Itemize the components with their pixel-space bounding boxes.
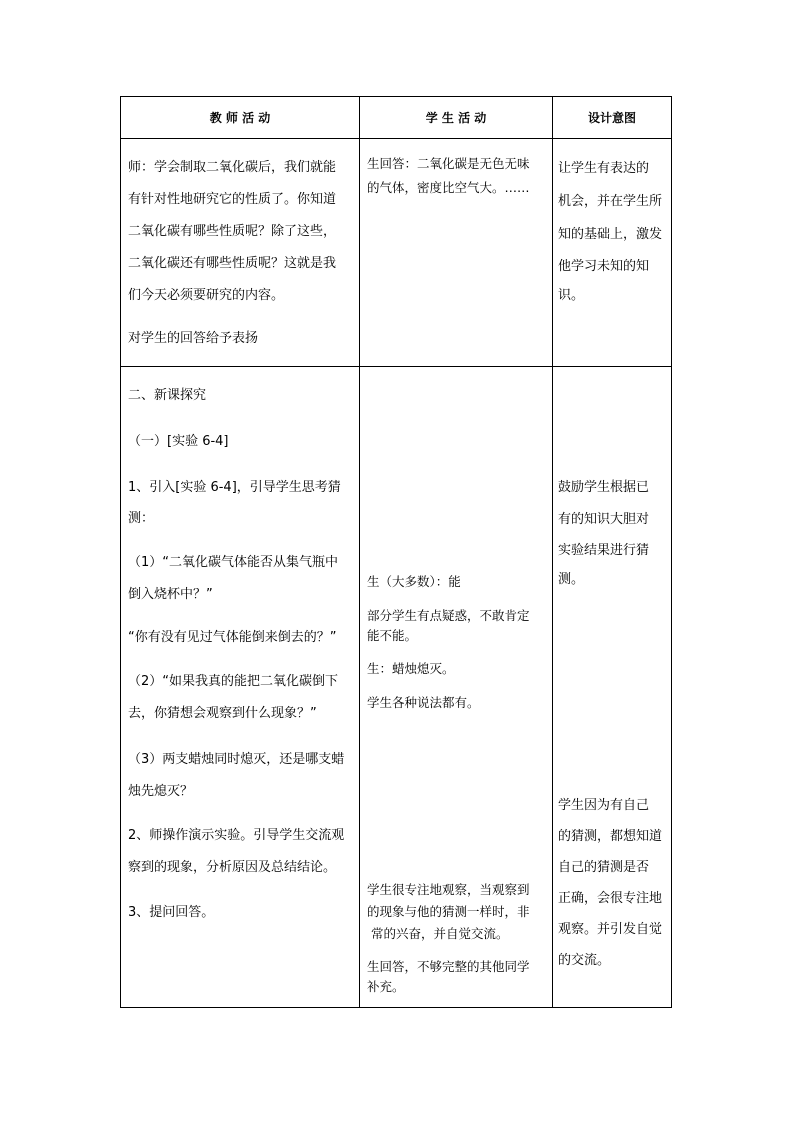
question3-line: （3）两支蜡烛同时熄灭，还是哪支蜡 xyxy=(128,752,345,767)
question2-line: 去，你猜想会观察到什么现象？” xyxy=(128,706,317,721)
student-observe-line: 的现象与他的猜测一样时，非 xyxy=(367,904,530,919)
design-encourage-line: 测。 xyxy=(558,572,585,587)
teacher-text-line: 们今天必须要研究的内容。 xyxy=(128,288,285,303)
design-observe-line: 观察。并引发自觉 xyxy=(558,922,663,937)
experiment-title: （一）[实验 6-4] xyxy=(128,434,229,449)
design-observe-line: 的交流。 xyxy=(558,953,611,968)
student-answer-line: 的气体，密度比空气大。…… xyxy=(367,180,530,195)
design-encourage-line: 鼓励学生根据已 xyxy=(558,480,650,495)
step1-line: 测： xyxy=(128,511,155,526)
student-answer-line: 生回答：二氧化碳是无色无味 xyxy=(367,156,530,171)
design-observe-line: 的猜测，都想知道 xyxy=(558,829,663,844)
student-answer-various: 学生各种说法都有。 xyxy=(367,695,480,710)
design-encourage-line: 实验结果进行猜 xyxy=(558,543,650,558)
teacher-text-line: 有针对性地研究它的性质了。你知道 xyxy=(128,192,337,207)
student-observe-line: 常的兴奋，并自觉交流。 xyxy=(371,926,509,941)
column-divider-1 xyxy=(359,96,360,1008)
step1-line: 1、引入[实验 6-4]，引导学生思考猜 xyxy=(128,480,341,495)
student-observe-line: 学生很专注地观察，当观察到 xyxy=(367,882,530,897)
question1-line: （1）“二氧化碳气体能否从集气瓶中 xyxy=(128,555,339,570)
table-border-right xyxy=(671,96,672,1008)
step2-line: 察到的现象，分析原因及总结结论。 xyxy=(128,860,337,875)
design-text-line: 他学习未知的知 xyxy=(558,259,650,274)
teacher-text-line: 二氧化碳有哪些性质呢？除了这些， xyxy=(128,224,337,239)
design-observe-line: 自己的猜测是否 xyxy=(558,860,650,875)
column-divider-2 xyxy=(552,96,553,1008)
question1b: “你有没有见过气体能倒来倒去的？” xyxy=(128,630,337,645)
table-border-bottom xyxy=(120,1007,672,1008)
header-student-activity: 学 生 活 动 xyxy=(425,110,487,125)
question3-line: 烛先熄灭？ xyxy=(128,784,194,799)
student-doubt-line: 能不能。 xyxy=(367,628,418,643)
step2-line: 2、师操作演示实验。引导学生交流观 xyxy=(128,828,345,843)
teacher-praise: 对学生的回答给予表扬 xyxy=(128,331,259,346)
design-text-line: 让学生有表达的 xyxy=(558,161,650,176)
header-design-intent: 设计意图 xyxy=(587,110,636,125)
design-encourage-line: 有的知识大胆对 xyxy=(558,512,650,527)
student-reply-line: 补充。 xyxy=(367,979,405,994)
student-answer-most: 生（大多数）：能 xyxy=(367,574,461,589)
teacher-text-line: 二氧化碳还有哪些性质呢？这就是我 xyxy=(128,256,337,271)
student-answer-candle: 生：蜡烛熄灭。 xyxy=(367,661,455,676)
teacher-text-line: 师：学会制取二氧化碳后，我们就能 xyxy=(128,160,337,175)
design-observe-line: 正确，会很专注地 xyxy=(558,891,663,906)
question1-line: 倒入烧杯中？” xyxy=(128,587,213,602)
section-title: 二、新课探究 xyxy=(128,388,207,403)
design-text-line: 知的基础上，激发 xyxy=(558,227,663,242)
step3: 3、提问回答。 xyxy=(128,905,215,920)
header-teacher-activity: 教 师 活 动 xyxy=(209,110,271,125)
design-text-line: 机会，并在学生所 xyxy=(558,194,663,209)
lesson-plan-table xyxy=(120,96,672,1008)
header-divider xyxy=(120,138,672,139)
student-reply-line: 生回答，不够完整的其他同学 xyxy=(367,959,530,974)
student-doubt-line: 部分学生有点疑惑，不敢肯定 xyxy=(367,608,530,623)
design-text-line: 识。 xyxy=(558,288,585,303)
question2-line: （2）“如果我真的能把二氧化碳倒下 xyxy=(128,674,339,689)
row-divider xyxy=(120,366,672,367)
table-border-left xyxy=(120,96,121,1008)
design-observe-line: 学生因为有自己 xyxy=(558,798,650,813)
